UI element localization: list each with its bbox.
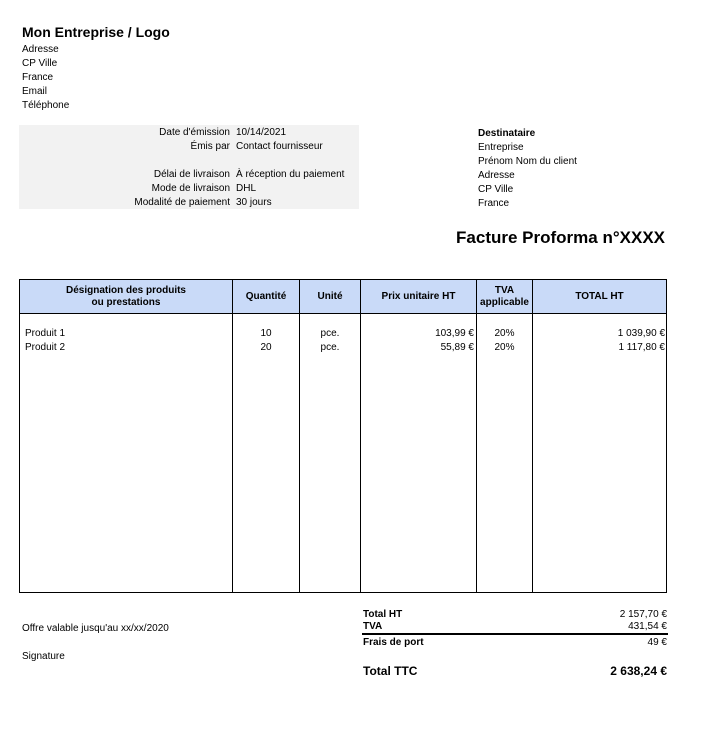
header-designation-line1: Désignation des produits: [65, 284, 186, 296]
company-country: France: [22, 72, 54, 83]
meta-label: Émis par: [190, 141, 230, 152]
recipient-company: Entreprise: [478, 142, 524, 153]
header-vat-line2: applicable: [480, 296, 529, 308]
recipient-title: Destinataire: [478, 128, 536, 139]
header-unit: Unité: [317, 290, 343, 302]
header-designation-line2: ou prestations: [91, 296, 161, 308]
company-email: Email: [22, 86, 48, 97]
company-city: CP Ville: [22, 58, 58, 69]
signature-label: Signature: [22, 651, 65, 662]
row-vat: 20%: [494, 342, 515, 353]
meta-value: 30 jours: [236, 197, 272, 208]
meta-row-delivery-mode: [19, 182, 359, 196]
row-quantity: 20: [260, 342, 272, 353]
header-quantity: Quantité: [245, 290, 287, 302]
shipping-value: 49 €: [647, 637, 667, 648]
header-designation: [20, 280, 232, 313]
company-address: Adresse: [22, 44, 59, 55]
meta-value: Contact fournisseur: [236, 141, 323, 152]
meta-label: Mode de livraison: [151, 183, 230, 194]
document-title: Facture Proforma n°XXXX: [456, 228, 665, 247]
meta-label: Délai de livraison: [153, 169, 230, 180]
row-unit: pce.: [320, 328, 340, 339]
row-unit-price: 103,99 €: [435, 328, 474, 339]
items-table: [19, 279, 667, 593]
total-ttc-label: Total TTC: [363, 664, 418, 678]
row-total: 1 117,80 €: [618, 342, 665, 353]
invoice-meta-box: [19, 125, 359, 209]
header-vat: [477, 280, 532, 313]
total-ht-label: Total HT: [363, 609, 403, 620]
recipient-address: Adresse: [478, 170, 515, 181]
meta-row-delivery-delay: [19, 168, 359, 182]
shipping-label: Frais de port: [363, 637, 424, 648]
meta-row-issue-date: [19, 126, 359, 140]
meta-row-issued-by: [19, 140, 359, 154]
company-phone: Téléphone: [22, 100, 70, 111]
recipient-name: Prénom Nom du client: [478, 156, 577, 167]
company-name: Mon Entreprise / Logo: [22, 24, 170, 40]
total-tva-value: 431,54 €: [628, 621, 667, 632]
row-unit: pce.: [320, 342, 340, 353]
totals-divider: [362, 633, 668, 635]
table-header: [20, 280, 666, 314]
row-total: 1 039,90 €: [617, 328, 665, 339]
recipient-country: France: [478, 198, 510, 209]
recipient-city: CP Ville: [478, 184, 514, 195]
total-ttc-value: 2 638,24 €: [610, 664, 667, 678]
offer-validity: Offre valable jusqu'au xx/xx/2020: [22, 623, 169, 634]
meta-label: Date d'émission: [159, 127, 230, 138]
header-vat-line1: TVA: [494, 284, 515, 296]
row-vat: 20%: [494, 328, 515, 339]
header-total: TOTAL HT: [575, 290, 624, 302]
meta-label: Modalité de paiement: [134, 197, 230, 208]
row-designation: Produit 2: [25, 342, 66, 353]
meta-value: À réception du paiement: [236, 169, 345, 180]
header-unit-price: Prix unitaire HT: [381, 290, 456, 302]
meta-row-payment-terms: [19, 196, 359, 210]
meta-value: DHL: [236, 183, 257, 194]
row-unit-price: 55,89 €: [440, 342, 474, 353]
company-address-block: [22, 43, 69, 113]
total-ht-value: 2 157,70 €: [619, 609, 667, 620]
row-designation: Produit 1: [25, 328, 66, 339]
meta-value: 10/14/2021: [236, 127, 287, 138]
recipient-block: [478, 127, 577, 211]
row-quantity: 10: [260, 328, 272, 339]
total-tva-label: TVA: [363, 621, 383, 632]
